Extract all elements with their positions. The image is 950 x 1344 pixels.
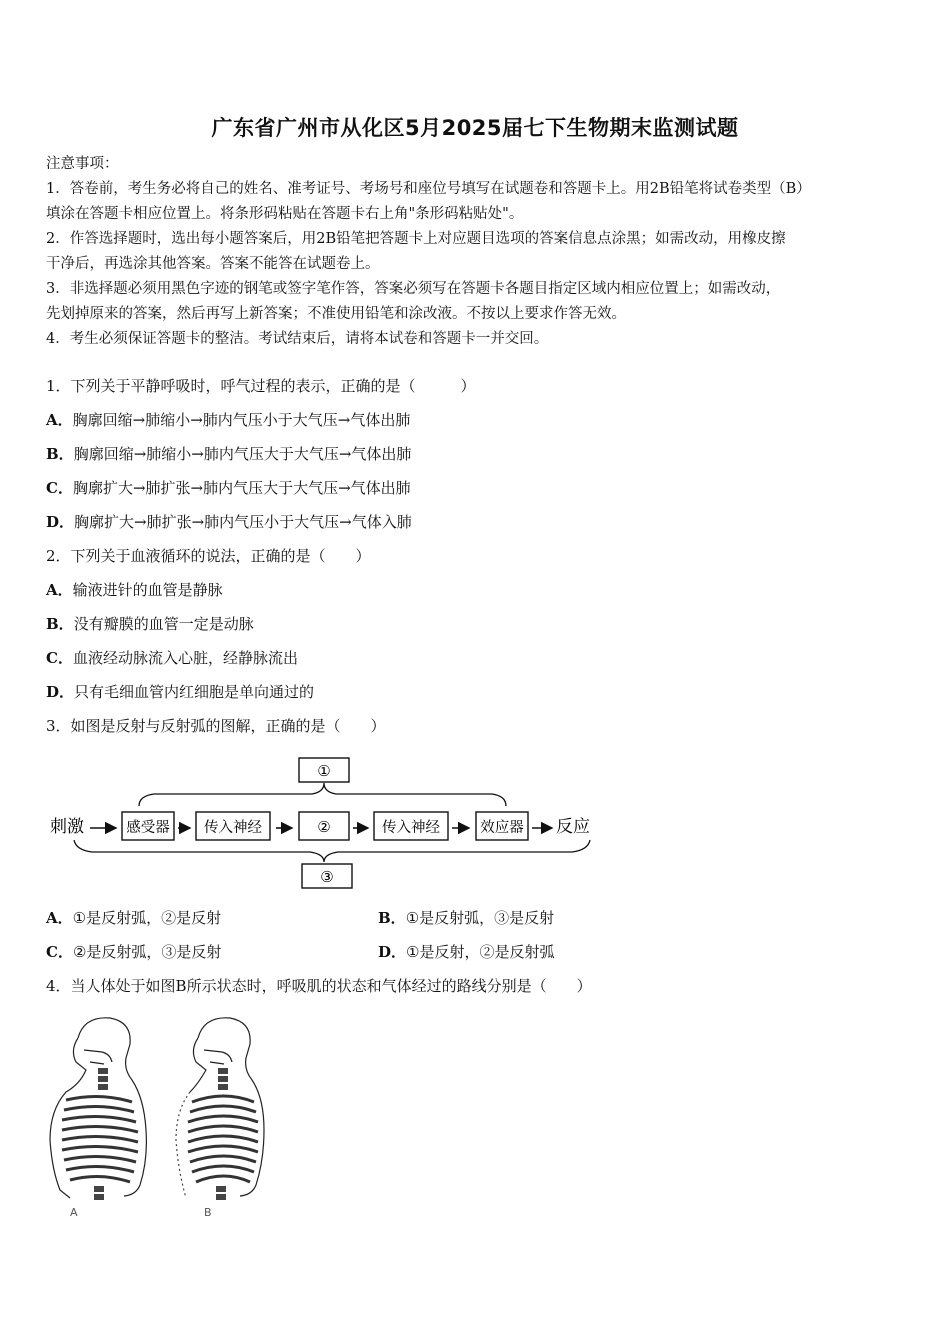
question-2-stem: 2．下列关于血液循环的说法，正确的是（ ） [46,547,371,565]
option-label: B． [46,445,74,463]
figure-a-ribs [62,1096,138,1182]
question-2-option-d[interactable] [46,681,314,702]
question-1-stem: 1．下列关于平静呼吸时，呼气过程的表示，正确的是（ ） [46,377,476,395]
question-1-option-a[interactable] [46,409,410,430]
question-1-option-c[interactable] [46,477,411,498]
option-text: 胸廓回缩→肺缩小→肺内气压小于大气压→气体出肺 [72,411,411,429]
option-label: C． [46,943,73,961]
efferent-label: 传入神经 [382,820,440,836]
notice-line: 2．作答选择题时，选出每小题答案后，用2B铅笔把答题卡上对应题目选项的答案信息点涂黑；如需改动，用橡皮擦 [46,231,786,247]
figure-b-spine [216,1068,228,1200]
notice-line: 填涂在答题卡相应位置上。将条形码粘贴在答题卡右上角"条形码粘贴处"。 [46,206,524,222]
question-2-option-a[interactable] [46,579,223,600]
option-text: 没有瓣膜的血管一定是动脉 [73,615,254,633]
notice-line: 先划掉原来的答案，然后再写上新答案；不准使用铅笔和涂改液。不按以上要求作答无效。 [46,306,626,322]
page-title: 广东省广州市从化区5月2025届七下生物期末监测试题 [211,116,739,140]
question-3-stem: 3．如图是反射与反射弧的图解，正确的是（ ） [46,717,386,735]
reflex-arc-diagram [44,752,604,894]
question-3-option-c[interactable] [46,941,221,962]
bottom-bracket [74,840,590,862]
notice-line: 4．考生必须保证答题卡的整洁。考试结束后，请将本试卷和答题卡一并交回。 [46,331,549,347]
figure-a-label: A [70,1206,78,1219]
figure-b-ribs [188,1096,258,1182]
receptor-label: 感受器 [126,820,170,836]
question-3-option-d[interactable] [378,941,554,962]
option-label: A． [46,909,73,927]
option-text: 血液经动脉流入心脏，经静脉流出 [72,649,298,667]
option-text: 输液进针的血管是静脉 [72,581,223,599]
option-label: D． [46,683,75,701]
option-text: ①是反射，②是反射弧 [406,943,555,961]
top-box-label: ① [317,762,331,780]
notice-line: 3．非选择题必须用黑色字迹的钢笔或签字笔作答，答案必须写在答题卡各题目指定区域内相应位置上；如需改动， [46,281,781,297]
center-label: ② [317,818,331,836]
option-text: 胸廓回缩→肺缩小→肺内气压大于大气压→气体出肺 [73,445,412,463]
figure-b-dotted-outline [176,1092,190,1198]
option-label: D． [378,943,407,961]
question-3-option-b[interactable] [378,907,554,928]
notice-line: 干净后，再选涂其他答案。答案不能答在试题卷上。 [46,256,380,272]
breathing-figure [40,1010,280,1225]
top-bracket [139,783,506,806]
figure-a-spine [94,1068,108,1200]
figure-b-label: B [204,1206,212,1219]
option-text: 胸廓扩大→肺扩张→肺内气压小于大气压→气体入肺 [74,513,412,531]
option-text: ②是反射弧，③是反射 [72,943,222,961]
effector-label: 效应器 [480,820,524,836]
afferent-label: 传入神经 [204,820,262,836]
option-label: B． [46,615,74,633]
option-label: B． [378,909,406,927]
response-label: 反应 [556,817,590,837]
option-label: C． [46,479,73,497]
question-1-option-d[interactable] [46,511,412,532]
option-label: D． [46,513,75,531]
notice-heading: 注意事项： [46,156,119,172]
stimulus-label: 刺激 [50,817,84,837]
option-text: ①是反射弧，③是反射 [405,909,555,927]
question-2-option-b[interactable] [46,613,254,634]
question-3-option-a[interactable] [46,907,221,928]
option-text: 胸廓扩大→肺扩张→肺内气压大于大气压→气体出肺 [72,479,411,497]
notice-line: 1．答卷前，考生务必将自己的姓名、准考证号、考场号和座位号填写在试题卷和答题卡上。用2B铅笔将试卷类型（B） [46,181,811,197]
bottom-box-label: ③ [320,868,334,886]
option-label: C． [46,649,73,667]
option-text: 只有毛细血管内红细胞是单向通过的 [74,683,315,701]
option-label: A． [46,411,73,429]
option-text: ①是反射弧，②是反射 [72,909,222,927]
question-4-stem: 4．当人体处于如图B所示状态时，呼吸肌的状态和气体经过的路线分别是（ ） [46,977,592,995]
question-1-option-b[interactable] [46,443,411,464]
option-label: A． [46,581,73,599]
question-2-option-c[interactable] [46,647,298,668]
